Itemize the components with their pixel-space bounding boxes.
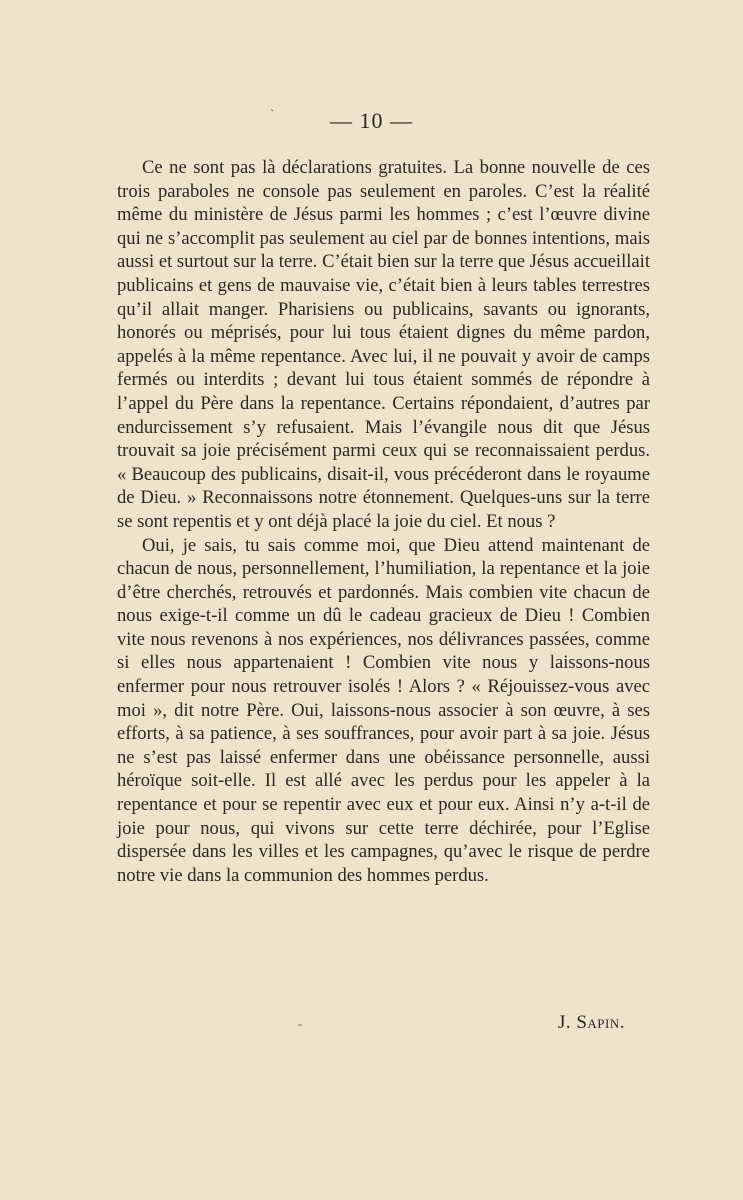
author-signature — [558, 1012, 625, 1034]
page-number: — 10 — — [330, 108, 413, 133]
paper-smudge — [298, 1024, 302, 1026]
paragraph-2: Oui, je sais, tu sais comme moi, que Dieu attend maintenant de chacun de nous, personnellement, l’humiliation, la repentance et la joie d’être cherchés, retrouvés et pardonnés. Mais combien vite chacun de nous exige-t-il comme un dû le cadeau gracieux de Dieu ! Combien vite nous revenons à nos expériences, nos délivrances passées, comme si elles nous appartenaient ! Combien vite nous y laissons-nous enfermer pour nous retrouver isolés ! Alors ? « Réjouissez-vous avec moi », dit notre Père. Oui, laissons-nous associer à son œuvre, à ses efforts, à sa patience, à ses souffrances, pour avoir part à sa joie. Jésus ne s’est pas laissé enfermer dans une obéissance personnelle, aussi héroïque soit-elle. Il est allé avec les perdus pour les appeler à la repentance et pour se repentir avec eux et pour eux. Ainsi n’y a-t-il de joie pour nous, qui vivons sur cette terre déchirée, pour l’Eglise dispersée dans les villes et les campagnes, qu’avec le risque de perdre notre vie dans la communion des hommes perdus. — [117, 534, 650, 886]
signature-initial: J. — [557, 1012, 572, 1033]
signature-surname: Sapin. — [576, 1012, 625, 1033]
stray-ink-mark: ˋ — [270, 108, 275, 123]
body-text — [117, 156, 650, 887]
paragraph-1: Ce ne sont pas là déclarations gratuites. La bonne nouvelle de ces trois paraboles ne console pas seulement en paroles. C’est la réalité même du ministère de Jésus parmi les hommes ; c’est l’œuvre divine qui ne s’accomplit pas seulement au ciel par de bonnes intentions, mais aussi et surtout sur la terre. C’était bien sur la terre que Jésus accueillait publicains et gens de mauvaise vie, c’était bien à leurs tables terrestres qu’il allait manger. Pharisiens ou publicains, savants ou ignorants, honorés ou méprisés, pour lui tous étaient dignes du même pardon, appelés à la même repentance. Avec lui, il ne pouvait y avoir de camps fermés ou interdits ; devant lui tous étaient sommés de répondre à l’appel du Père dans la repentance. Certains répondaient, d’autres par endurcissement s’y refusaient. Mais l’évangile nous dit que Jésus trouvait sa joie précisément parmi ceux qui se reconnaissaient perdus. « Beaucoup des publicains, disait-il, vous précéderont dans le royaume de Dieu. » Reconnaissons notre étonnement. Quelques-uns sur la terre se sont repentis et y ont déjà placé la joie du ciel. Et nous ? — [117, 157, 650, 532]
